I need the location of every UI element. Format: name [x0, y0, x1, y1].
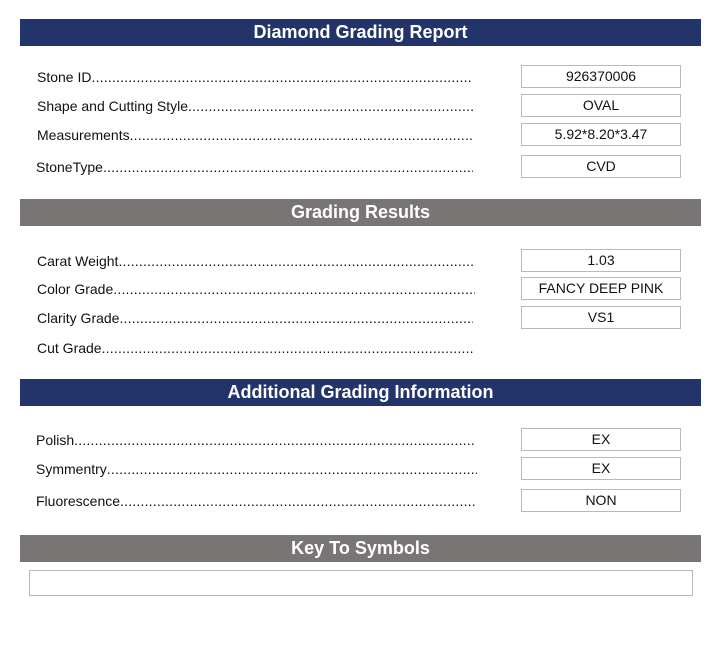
field-label: Fluorescence ..... — [36, 491, 475, 511]
field-label: Polish ..... — [36, 430, 475, 450]
field-value-box: OVAL — [521, 94, 681, 117]
field-row-clarity-grade — [0, 306, 720, 330]
section-title: Key To Symbols — [291, 538, 430, 558]
field-row-measurements — [0, 123, 720, 147]
field-value-box: 5.92*8.20*3.47 — [521, 123, 681, 146]
field-value-box: CVD — [521, 155, 681, 178]
field-label: Shape and Cutting Style ..... — [37, 96, 473, 116]
section-header-report — [20, 19, 701, 46]
field-value-box: FANCY DEEP PINK — [521, 277, 681, 300]
field-value-box: 926370006 — [521, 65, 681, 88]
field-label: Stone ID ..... — [37, 67, 473, 87]
field-label: StoneType ..... — [36, 157, 473, 177]
field-value-box: EX — [521, 428, 681, 451]
section-title: Diamond Grading Report — [253, 22, 468, 42]
section-title: Additional Grading Information — [227, 382, 494, 402]
section-header-key-to-symbols — [20, 535, 701, 562]
field-row-fluorescence — [0, 489, 720, 513]
field-row-polish — [0, 428, 720, 452]
key-to-symbols-box — [29, 570, 693, 596]
field-row-symmetry — [0, 457, 720, 481]
section-header-grading-results — [20, 199, 701, 226]
field-row-stone-type — [0, 155, 720, 179]
field-label: Clarity Grade ..... — [37, 308, 473, 328]
field-label: Carat Weight ..... — [37, 251, 473, 271]
section-title: Grading Results — [290, 202, 431, 222]
section-header-additional-info — [20, 379, 701, 406]
field-row-color-grade — [0, 277, 720, 301]
field-value-box: NON — [521, 489, 681, 512]
field-value-box: 1.03 — [521, 249, 681, 272]
field-value-box: VS1 — [521, 306, 681, 329]
field-label: Cut Grade ..... — [37, 338, 475, 358]
field-row-shape — [0, 94, 720, 118]
field-row-carat-weight — [0, 249, 720, 273]
field-label: Symmentry ..... — [36, 459, 477, 479]
field-value-box: EX — [521, 457, 681, 480]
field-row-stone-id — [0, 65, 720, 89]
field-label: Color Grade ..... — [37, 279, 475, 299]
field-label: Measurements ..... — [37, 125, 473, 145]
field-row-cut-grade — [0, 336, 720, 360]
